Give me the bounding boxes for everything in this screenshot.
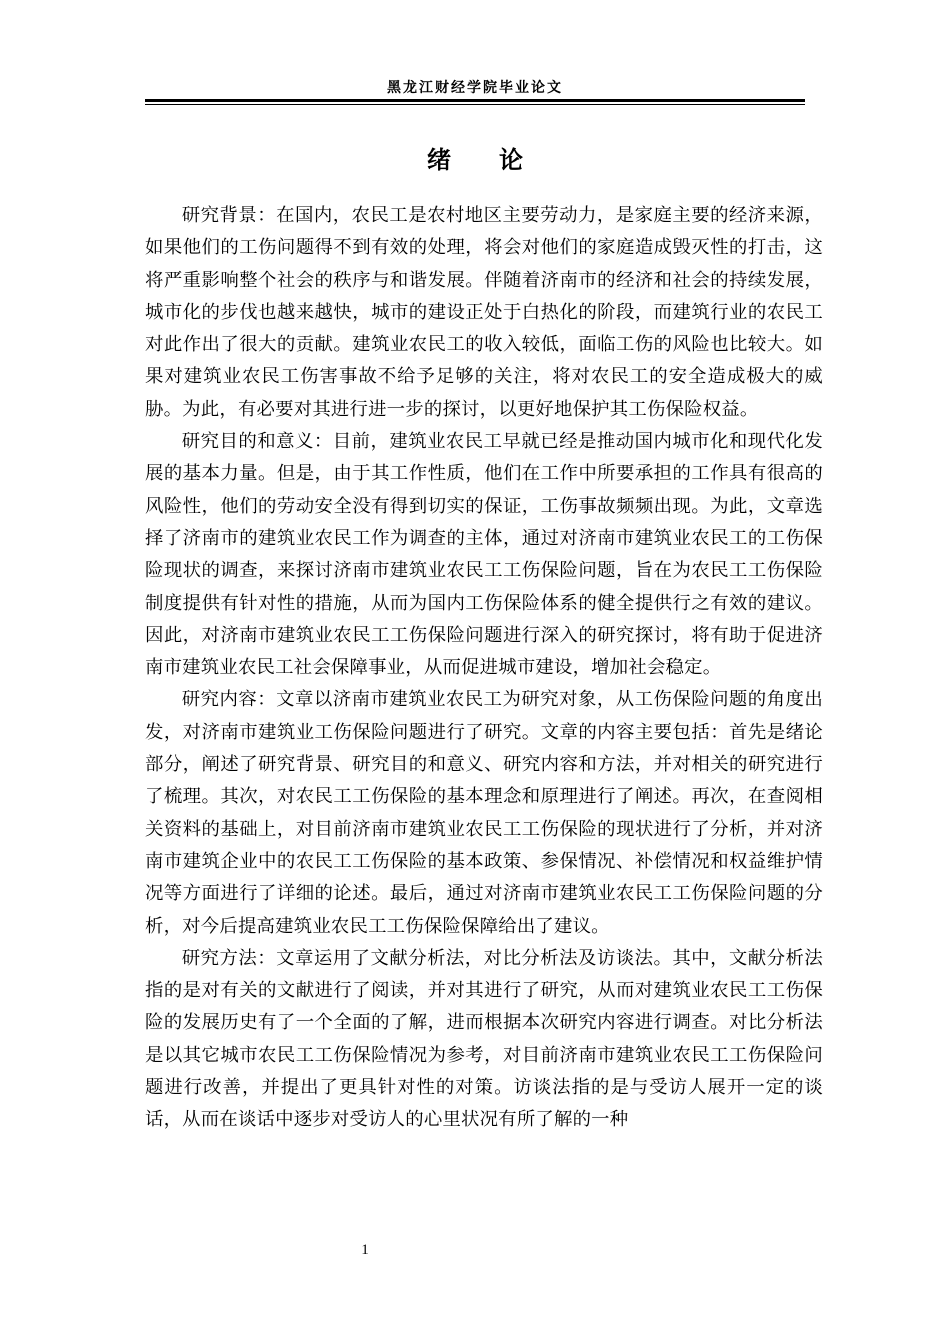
body-text [145, 200, 823, 1137]
header-rule-thick [145, 99, 805, 102]
page-number: 1 [361, 1242, 369, 1258]
paragraph-research-content: 研究内容：文章以济南市建筑业农民工为研究对象，从工伤保险问题的角度出发，对济南市建筑业工伤保险问题进行了研究。文章的内容主要包括：首先是绪论部分，阐述了研究背景、研究目的和意义、研究内容和方法，并对相关的研究进行了梳理。其次，对农民工工伤保险的基本理念和原理进行了阐述。再次，在查阅相关资料的基础上，对目前济南市建筑业农民工工伤保险的现状进行了分析，并对济南市建筑企业中的农民工工伤保险的基本政策、参保情况、补偿情况和权益维护情况等方面进行了详细的论述。最后，通过对济南市建筑业农民工工伤保险问题的分析，对今后提高建筑业农民工工伤保险保障给出了建议。 [145, 689, 823, 937]
running-title: 黑龙江财经学院毕业论文 [387, 80, 563, 96]
header-rule-thin [145, 104, 805, 105]
paragraph-research-background: 研究背景：在国内，农民工是农村地区主要劳动力，是家庭主要的经济来源，如果他们的工伤问题得不到有效的处理，将会对他们的家庭造成毁灭性的打击，这将严重影响整个社会的秩序与和谐发展。伴随着济南市的经济和社会的持续发展，城市化的步伐也越来越快，城市的建设正处于白热化的阶段，而建筑行业的农民工对此作出了很大的贡献。建筑业农民工的收入较低，面临工伤的风险也比较大。如果对建筑业农民工伤害事故不给予足够的关注，将对农民工的安全造成极大的威胁。为此，有必要对其进行进一步的探讨，以更好地保护其工伤保险权益。 [145, 205, 823, 420]
section-title: 绪 论 [427, 146, 523, 174]
paragraph-research-purpose: 研究目的和意义：目前，建筑业农民工早就已经是推动国内城市化和现代化发展的基本力量。但是，由于其工作性质，他们在工作中所要承担的工作具有很高的风险性，他们的劳动安全没有得到切实的保证，工伤事故频频出现。为此，文章选择了济南市的建筑业农民工作为调查的主体，通过对济南市建筑业农民工的工伤保险现状的调查，来探讨济南市建筑业农民工工伤保险问题，旨在为农民工工伤保险制度提供有针对性的措施，从而为国内工伤保险体系的健全提供行之有效的建议。因此，对济南市建筑业农民工工伤保险问题进行深入的研究探讨，将有助于促进济南市建筑业农民工社会保障事业，从而促进城市建设，增加社会稳定。 [145, 431, 823, 679]
paragraph-research-methods: 研究方法：文章运用了文献分析法，对比分析法及访谈法。其中，文献分析法指的是对有关的文献进行了阅读，并对其进行了研究，从而对建筑业农民工工伤保险的发展历史有了一个全面的了解，进而根据本次研究内容进行调查。对比分析法是以其它城市农民工工伤保险情况为参考，对目前济南市建筑业农民工工伤保险问题进行改善，并提出了更具针对性的对策。访谈法指的是与受访人展开一定的谈话，从而在谈话中逐步对受访人的心里状况有所了解的一种 [145, 947, 823, 1131]
